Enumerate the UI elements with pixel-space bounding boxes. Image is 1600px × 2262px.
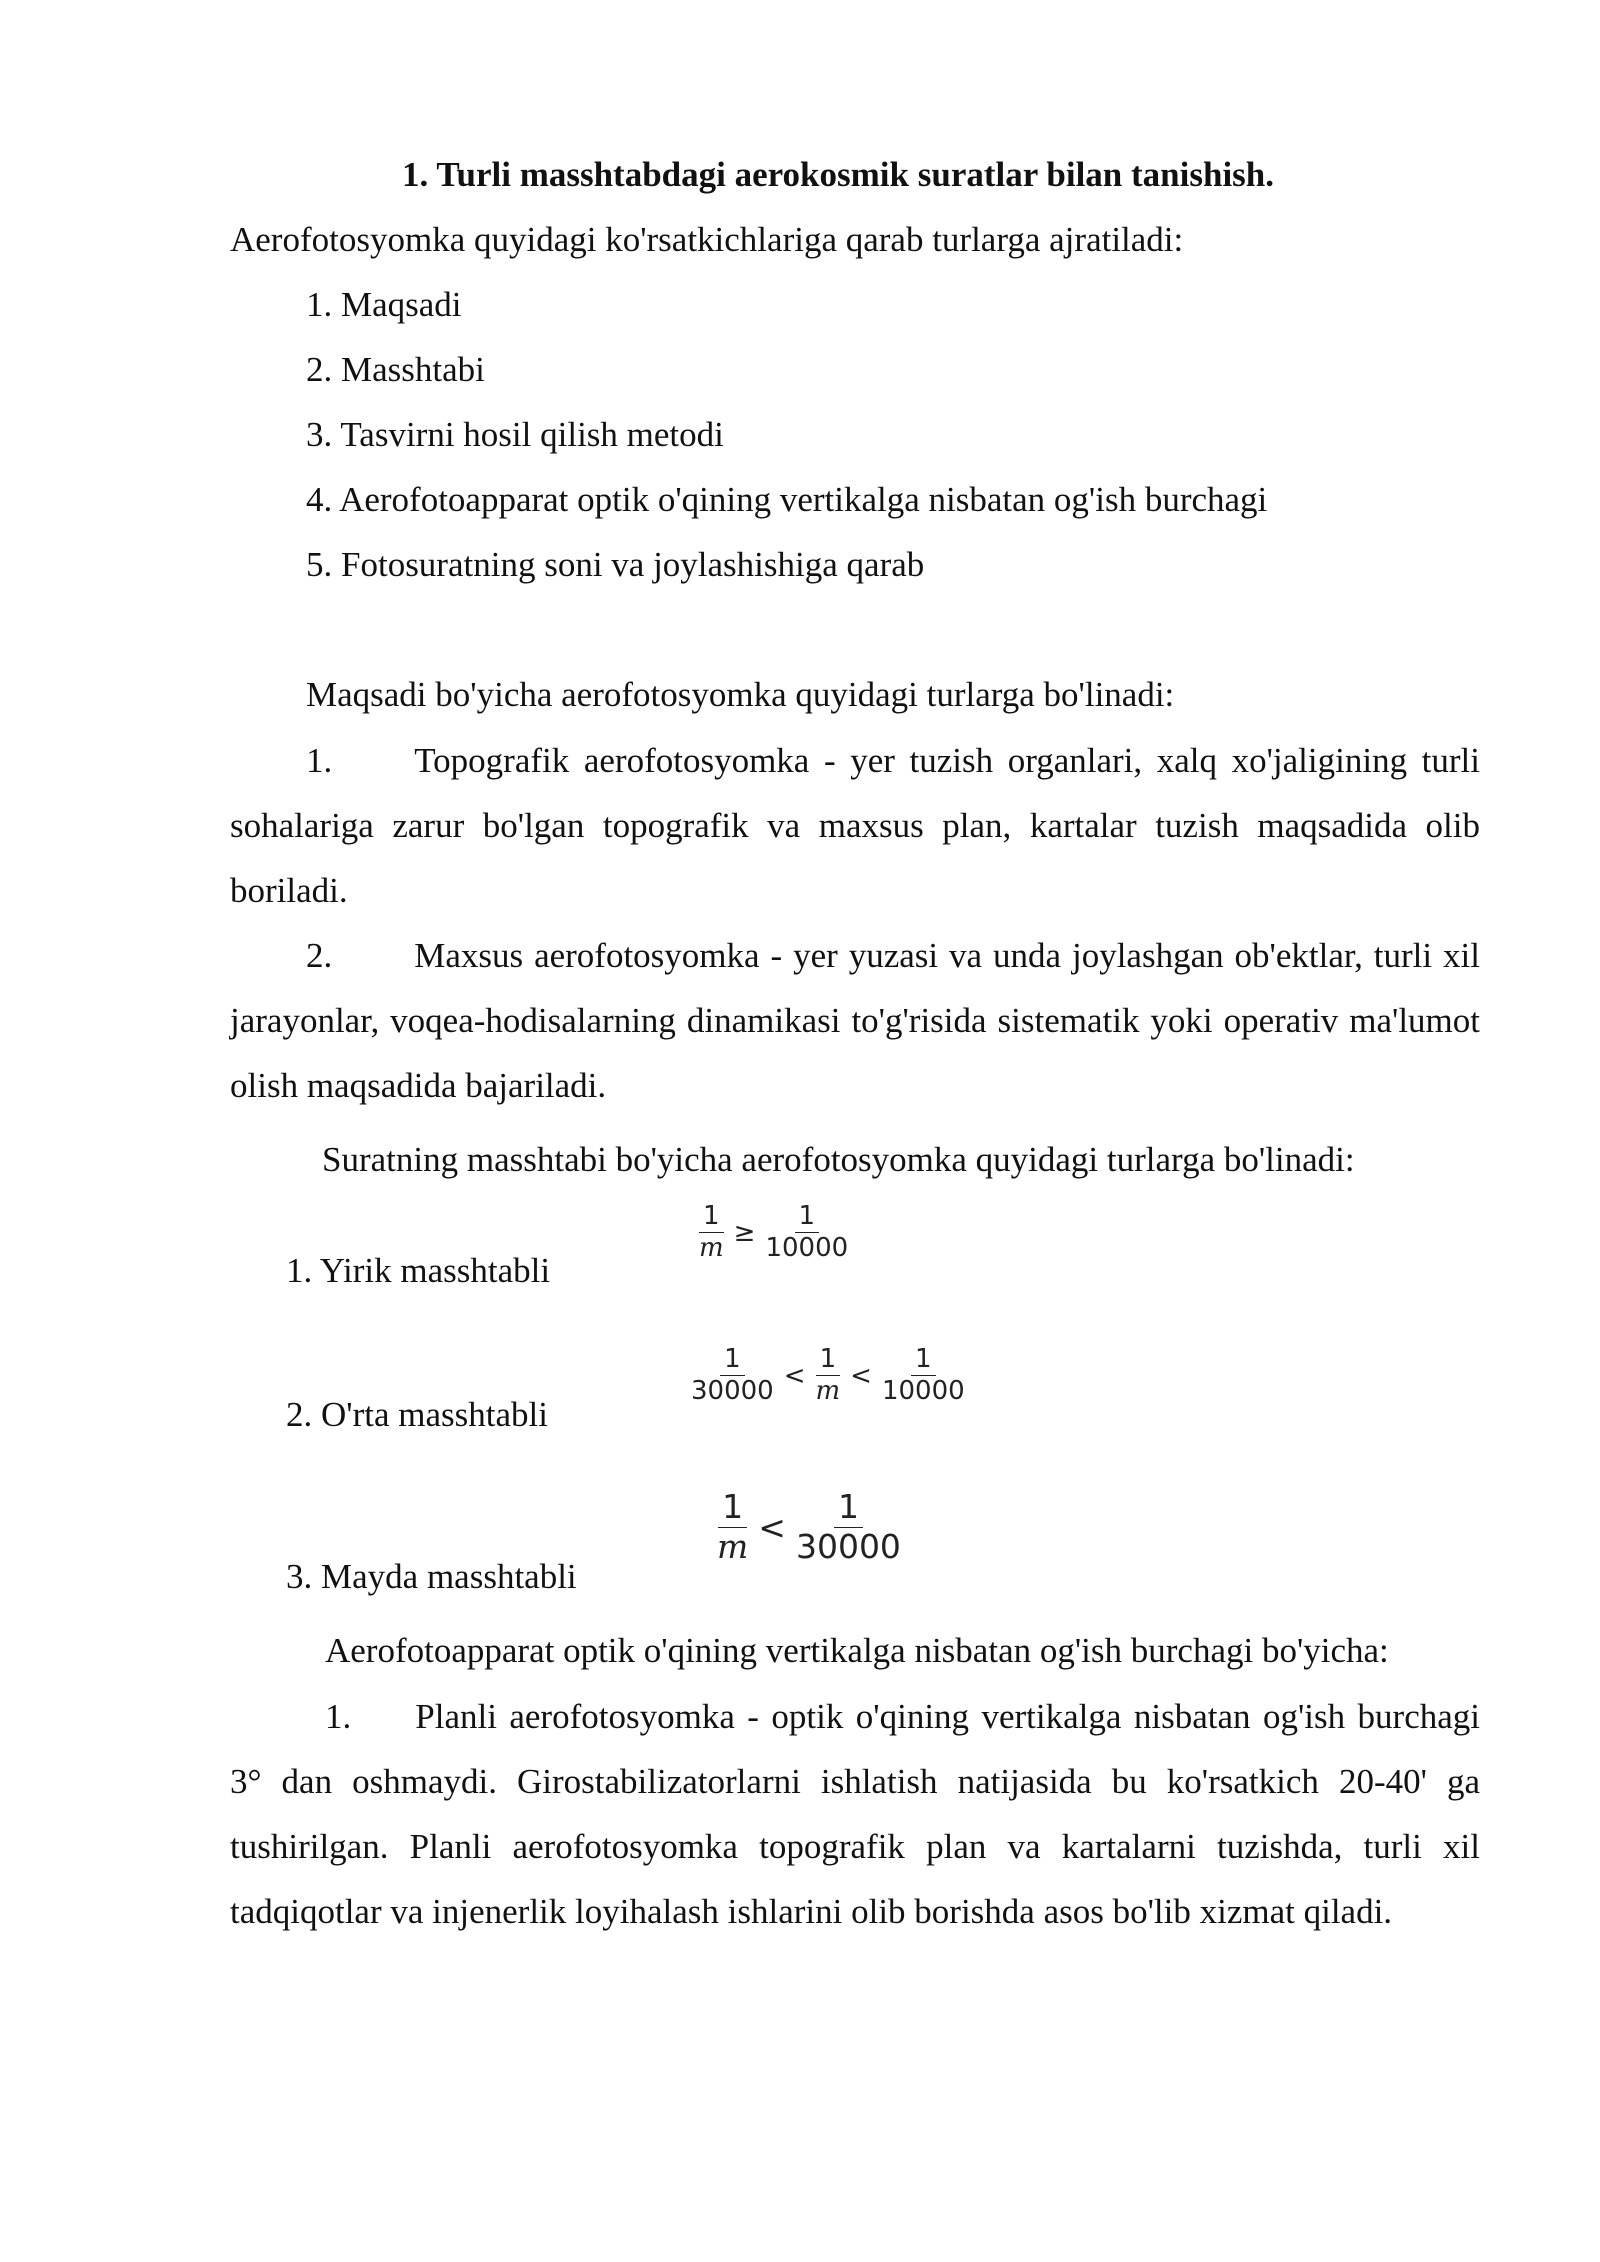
criteria-item: 2. Masshtabi — [306, 350, 485, 389]
criteria-item: 4. Aerofotoapparat optik o'qining vertikalga nisbatan og'ish burchagi — [306, 480, 1268, 519]
criteria-item: 3. Tasvirni hosil qilish metodi — [306, 415, 724, 454]
paragraph-text: Planli aerofotosyomka - optik o'qining vertikalga nisbatan og'ish burchagi 3° dan oshmaydi. Girostabilizatorlarni ishlatish natijasida bu ko'rsatkich 20-40' ga tushirilgan. Planli aerofotosyomka topografik plan va kartalarni tuzishda, turli xil tadqiqotlar va injenerlik loyihalash ishlarini olib borishda asos bo'lib xizmat qiladi. — [230, 1697, 1480, 1931]
tilt-heading: Aerofotoapparat optik o'qining vertikalga nisbatan og'ish burchagi bo'yicha: — [325, 1631, 1389, 1670]
numerator: 1 — [699, 1203, 724, 1233]
section-title: 1. Turli masshtabdagi aerokosmik suratlar bilan tanishish. — [402, 155, 1275, 194]
paragraph-text: Topografik aerofotosyomka - yer tuzish organlari, xalq xo'jaligining turli sohalariga zarur bo'lgan topografik va maxsus plan, kartalar tuzish maqsadida olib boriladi. — [230, 741, 1480, 910]
formula-medium-scale — [684, 1346, 972, 1406]
denominator: m — [717, 1526, 749, 1566]
fraction — [761, 1203, 852, 1263]
scale-label: 1. Yirik masshtabli — [286, 1251, 551, 1290]
numerator: 1 — [718, 1490, 747, 1528]
operator: < — [850, 1360, 872, 1391]
list-number: 1. — [325, 1697, 352, 1736]
criteria-item: 5. Fotosuratning soni va joylashishiga qarab — [306, 545, 925, 584]
numerator: 1 — [834, 1490, 863, 1528]
numerator: 1 — [911, 1346, 936, 1376]
fraction — [695, 1203, 728, 1263]
criteria-item: 1. Maqsadi — [306, 285, 462, 324]
denominator: m — [699, 1233, 724, 1264]
denominator: m — [815, 1376, 841, 1407]
denominator: 10000 — [881, 1376, 965, 1407]
tilt-item — [230, 1684, 1480, 1944]
scale-label: 3. Mayda masshtabli — [286, 1557, 577, 1596]
numerator: 1 — [795, 1203, 820, 1233]
fraction — [878, 1346, 969, 1406]
operator: < — [758, 1507, 786, 1547]
fraction — [687, 1346, 778, 1406]
denominator: 10000 — [765, 1233, 849, 1264]
purpose-heading: Maqsadi bo'yicha aerofotosyomka quyidagi turlarga bo'linadi: — [306, 675, 1175, 714]
fraction — [713, 1487, 752, 1566]
operator: < — [783, 1360, 806, 1391]
fraction — [792, 1487, 905, 1566]
paragraph-text: Maxsus aerofotosyomka - yer yuzasi va unda joylashgan ob'ektlar, turli xil jarayonlar, voqea-hodisalarning dinamikasi to'g'risida sistematik yoki operativ ma'lumot olish maqsadida bajariladi. — [230, 936, 1480, 1105]
formula-large-scale — [692, 1203, 855, 1263]
purpose-item — [230, 923, 1480, 1118]
numerator: 1 — [816, 1346, 841, 1376]
purpose-item — [230, 728, 1480, 923]
operator: ≥ — [733, 1217, 756, 1248]
numerator: 1 — [720, 1346, 745, 1376]
list-number: 2. — [306, 936, 333, 975]
fraction — [812, 1346, 845, 1406]
denominator: 30000 — [691, 1376, 774, 1407]
scale-heading: Suratning masshtabi bo'yicha aerofotosyomka quyidagi turlarga bo'linadi: — [322, 1140, 1355, 1179]
scale-label: 2. O'rta masshtabli — [286, 1395, 548, 1434]
intro-text: Aerofotosyomka quyidagi ko'rsatkichlariga qarab turlarga ajratiladi: — [230, 220, 1184, 259]
denominator: 30000 — [795, 1526, 901, 1566]
formula-small-scale — [710, 1487, 908, 1566]
list-number: 1. — [306, 741, 333, 780]
